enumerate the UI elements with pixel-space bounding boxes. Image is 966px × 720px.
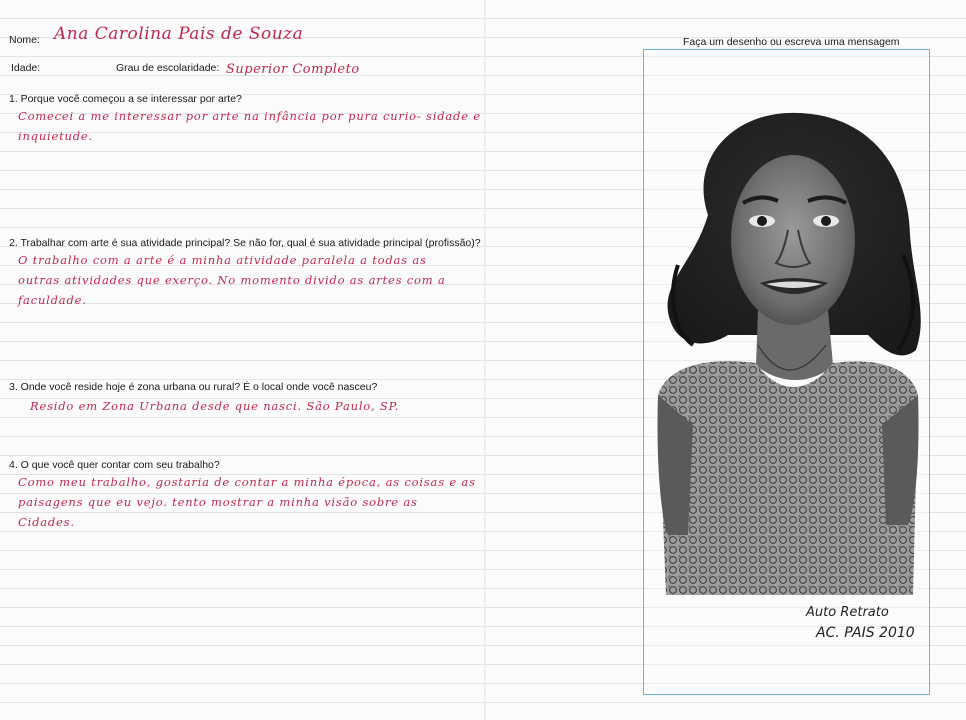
self-portrait-drawing xyxy=(648,95,928,595)
answer-4: Como meu trabalho, gostaria de contar a minha época, as coisas e as paisagens que eu vejo. tento mostrar a minha visão sobre as Cidades. xyxy=(18,475,476,529)
question-1: 1. Porque você começou a se interessar por arte? xyxy=(9,93,242,105)
school-label: Grau de escolaridade: xyxy=(116,62,220,74)
answer-3: Resido em Zona Urbana desde que nasci. São Paulo, SP. xyxy=(30,399,400,413)
question-4: 4. O que você quer contar com seu trabalho? xyxy=(9,459,220,471)
question-2: 2. Trabalhar com arte é sua atividade principal? Se não for, qual é sua atividade principal (profissão)? xyxy=(9,237,481,249)
name-value: Ana Carolina Pais de Souza xyxy=(54,24,304,44)
school-value: Superior Completo xyxy=(226,62,360,77)
drawing-panel-title: Faça um desenho ou escreva uma mensagem xyxy=(683,36,900,48)
name-label: Nome: xyxy=(9,34,40,46)
answer-1: Comecei a me interessar por arte na infância por pura curio- sidade e inquietude. xyxy=(18,109,481,143)
signature-author-year: AC. PAIS 2010 xyxy=(816,625,915,641)
signature-title: Auto Retrato xyxy=(806,605,889,620)
question-3: 3. Onde você reside hoje é zona urbana ou rural? É o local onde você nasceu? xyxy=(9,381,378,393)
age-label: Idade: xyxy=(11,62,41,74)
answer-2: O trabalho com a arte é a minha atividade paralela a todas as outras atividades que exerço. No momento divido as artes com a faculdade. xyxy=(18,253,446,307)
